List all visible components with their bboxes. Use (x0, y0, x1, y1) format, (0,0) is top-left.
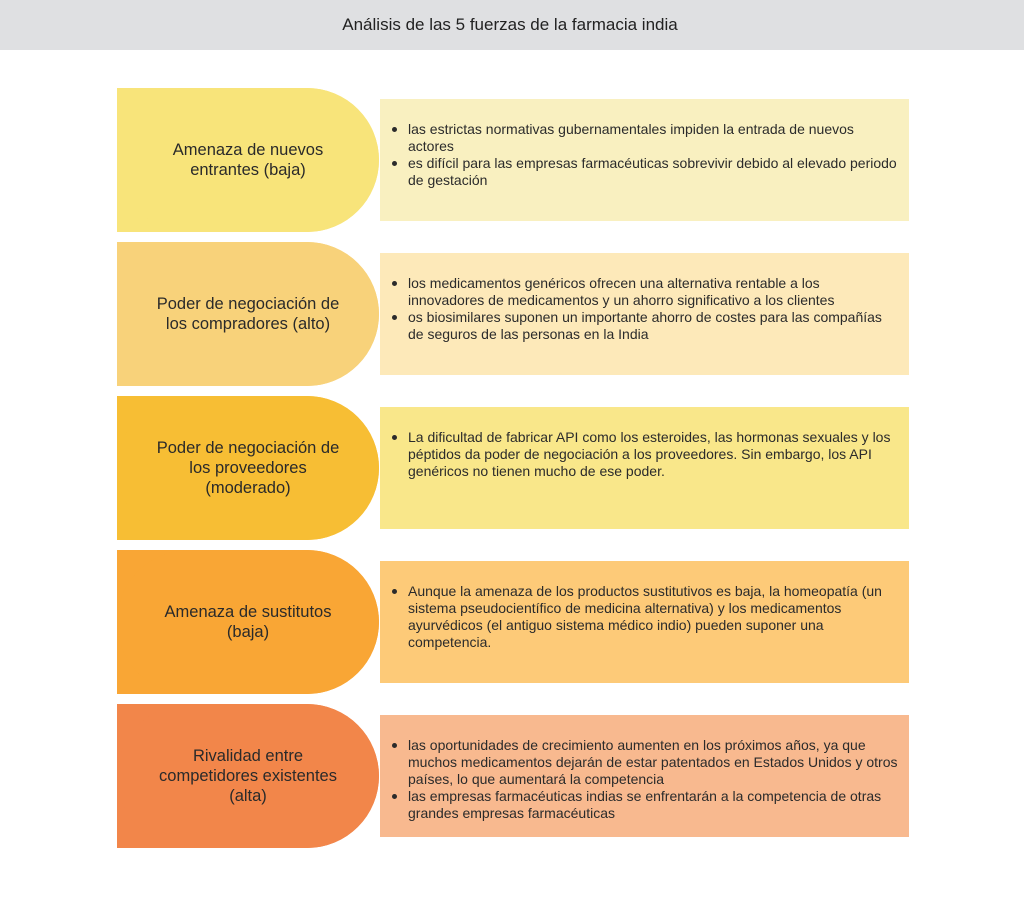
bullet-item: La dificultad de fabricar API como los esteroides, las hormonas sexuales y los péptidos da poder de negociación a los proveedores. Sin embargo, los API genéricos no tienen mucho de ese poder. (408, 429, 899, 480)
bullet-list (388, 275, 899, 343)
force-detail-panel (380, 99, 909, 221)
bullet-item: las empresas farmacéuticas indias se enfrentarán a la competencia de otras grandes empresas farmacéuticas (408, 788, 899, 822)
force-detail-panel (380, 715, 909, 837)
force-detail-panel (380, 561, 909, 683)
bullet-list (388, 121, 899, 189)
force-detail-panel (380, 407, 909, 529)
force-row-new-entrants (117, 88, 909, 232)
force-row-substitutes (117, 550, 909, 694)
force-detail-panel (380, 253, 909, 375)
force-label-pill (117, 396, 379, 540)
force-label: Poder de negociación de los proveedores (moderado) (156, 439, 340, 497)
force-label-pill (117, 550, 379, 694)
force-row-buyer-power (117, 242, 909, 386)
bullet-list (388, 737, 899, 822)
page-title: Análisis de las 5 fuerzas de la farmacia india (342, 15, 678, 34)
bullet-list (388, 429, 899, 480)
force-row-rivalry (117, 704, 909, 848)
force-label-pill (117, 88, 379, 232)
bullet-item: las oportunidades de crecimiento aumenten en los próximos años, ya que muchos medicamentos dejarán de estar patentados en Estados Unidos y otros países, lo que aumentará la competencia (408, 737, 898, 787)
force-label: Amenaza de sustitutos (baja) (164, 603, 332, 641)
force-label: Amenaza de nuevos entrantes (baja) (172, 141, 324, 179)
force-label-pill (117, 704, 379, 848)
header-bar (0, 0, 1024, 50)
force-label-pill (117, 242, 379, 386)
bullet-item: los medicamentos genéricos ofrecen una alternativa rentable a los innovadores de medicamentos y un ahorro significativo a los clientes (408, 275, 899, 309)
bullet-item: es difícil para las empresas farmacéuticas sobrevivir debido al elevado periodo de gestación (408, 155, 899, 189)
force-label: Poder de negociación de los compradores (alto) (156, 295, 340, 333)
force-row-supplier-power (117, 396, 909, 540)
bullet-item: os biosimilares suponen un importante ahorro de costes para las compañías de seguros de las personas en la India (408, 309, 899, 343)
bullet-list (388, 583, 899, 651)
bullet-item: Aunque la amenaza de los productos sustitutivos es baja, la homeopatía (un sistema pseudocientífico de medicina alternativa) y los medicamentos ayurvédicos (el antiguo sistema médico indio) pueden suponer una competencia. (408, 583, 899, 651)
bullet-item: las estrictas normativas gubernamentales impiden la entrada de nuevos actores (408, 121, 899, 155)
force-label: Rivalidad entre competidores existentes (alta) (159, 747, 337, 805)
